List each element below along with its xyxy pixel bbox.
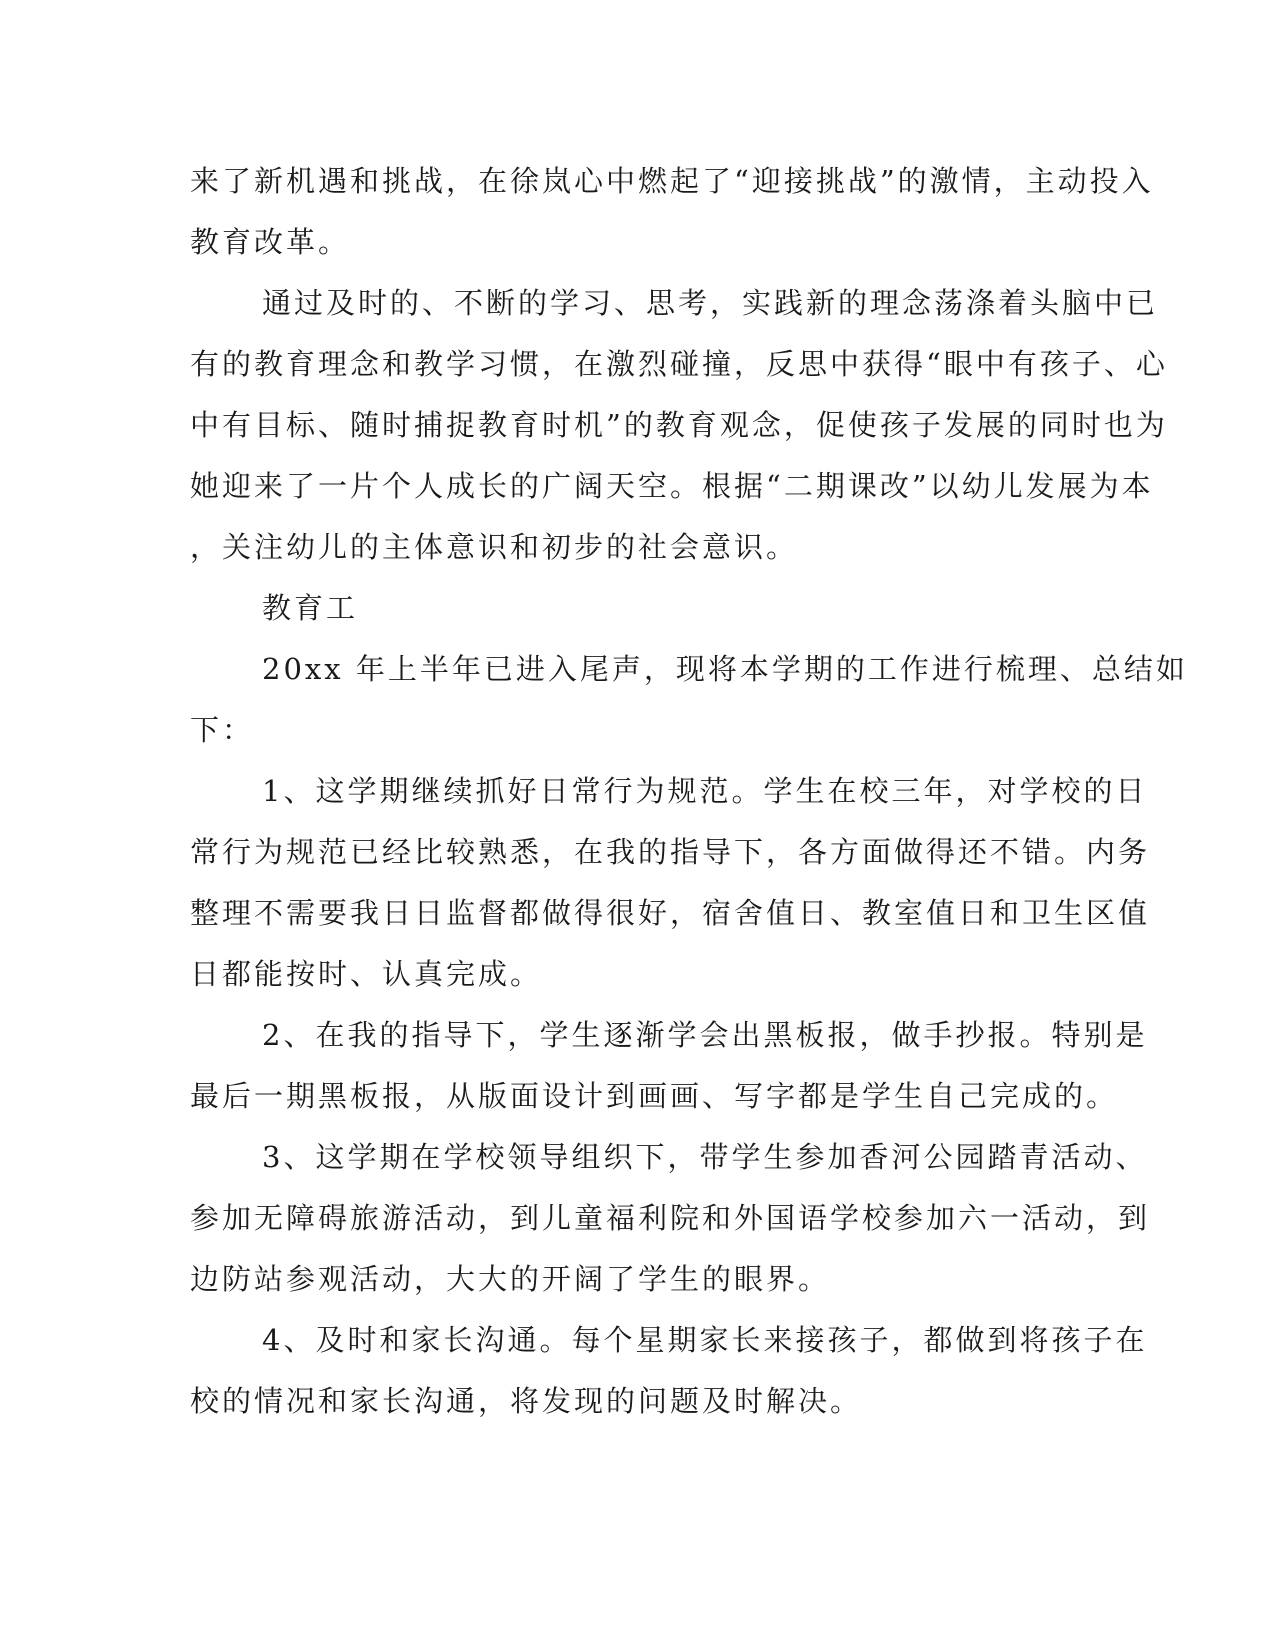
text-line: 下： — [190, 713, 255, 747]
text-line: 中有目标、随时捕捉教育时机”的教育观念，促使孩子发展的同时也为 — [190, 408, 1168, 442]
section-heading: 教育工 — [262, 591, 359, 625]
text-line: 有的教育理念和教学习惯，在激烈碰撞，反思中获得“眼中有孩子、心 — [190, 347, 1168, 381]
text-line: 最后一期黑板报，从版面设计到画画、写字都是学生自己完成的。 — [190, 1079, 1119, 1113]
text-line: 参加无障碍旅游活动，到儿童福利院和外国语学校参加六一活动，到 — [190, 1201, 1151, 1235]
list-item-4-first-line: 4、及时和家长沟通。每个星期家长来接孩子，都做到将孩子在 — [262, 1323, 1148, 1357]
text-line: 校的情况和家长沟通，将发现的问题及时解决。 — [190, 1384, 863, 1418]
text-line: ，关注幼儿的主体意识和初步的社会意识。 — [190, 530, 799, 564]
paragraph-first-line: 20xx 年上半年已进入尾声，现将本学期的工作进行梳理、总结如 — [262, 652, 1188, 686]
text-line: 常行为规范已经比较熟悉，在我的指导下，各方面做得还不错。内务 — [190, 835, 1151, 869]
list-item-2-first-line: 2、在我的指导下，学生逐渐学会出黑板报，做手抄报。特别是 — [262, 1018, 1148, 1052]
list-item-3-first-line: 3、这学期在学校领导组织下，带学生参加香河公园踏青活动、 — [262, 1140, 1148, 1174]
text-line: 边防站参观活动，大大的开阔了学生的眼界。 — [190, 1262, 831, 1296]
text-line: 教育改革。 — [190, 225, 351, 259]
text-line: 日都能按时、认真完成。 — [190, 957, 543, 991]
text-line: 来了新机遇和挑战，在徐岚心中燃起了“迎接挑战”的激情，主动投入 — [190, 164, 1154, 198]
paragraph-first-line: 通过及时的、不断的学习、思考，实践新的理念荡涤着头脑中已 — [262, 286, 1159, 320]
text-line: 整理不需要我日日监督都做得很好，宿舍值日、教室值日和卫生区值 — [190, 896, 1151, 930]
document-body — [190, 151, 1188, 1432]
list-item-1-first-line: 1、这学期继续抓好日常行为规范。学生在校三年，对学校的日 — [262, 774, 1148, 808]
text-line: 她迎来了一片个人成长的广阔天空。根据“二期课改”以幼儿发展为本 — [190, 469, 1154, 503]
